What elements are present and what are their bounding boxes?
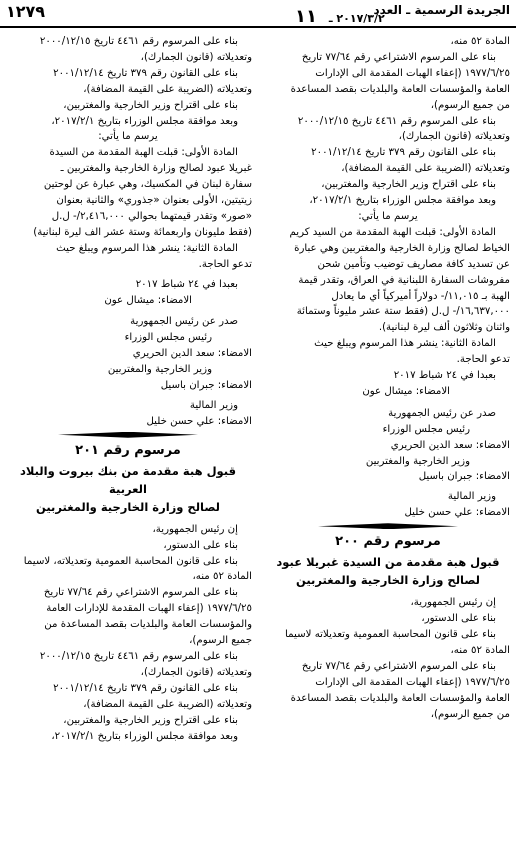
text-line: بناء على قانون المحاسبة العمومية وتعديلاته، لاسيما — [23, 555, 238, 567]
text-line: بناء على القانون رقم ٣٧٩ تاريخ ٢٠٠١/١٢/١٤ — [311, 147, 496, 159]
text-line: ١٩٧٧/٦/٢٥ (إعفاء الهبات المقدمة للإدارات العامة — [46, 603, 252, 615]
text-line: يرسم ما يأتي: — [98, 131, 158, 143]
text-line: المادة ٥٢ منه، — [192, 571, 252, 583]
issue-info — [287, 6, 385, 27]
text-line: المادة الأولى: قبلت الهبة المقدمة من السيد كريم — [289, 226, 496, 238]
text-line: «صور» وتقدر قيمتهما بحوالي ٢,٤١٦,٠٠٠/- ل.ل — [51, 210, 252, 222]
text-line: المادة الثانية: ينشر هذا المرسوم ويبلغ حيث — [314, 338, 496, 350]
text-line: وتعديلاته (الضريبة على القيمة المضافة)، — [83, 83, 252, 95]
text-line: الامضاء: علي حسن خليل — [404, 507, 510, 519]
text-line: الامضاء: سعد الدين الحريري — [390, 439, 510, 451]
text-line: ١٩٧٧/٦/٢٥ (إعفاء الهبات المقدمة الى الإدارات — [315, 676, 510, 688]
text-line: وزير الخارجية والمغتربين — [365, 455, 470, 467]
text-line: وتعديلاته (قانون الجمارك)، — [398, 131, 510, 143]
text-line: جميع الرسوم)، — [189, 635, 252, 647]
text-line: بناء على الدستور، — [163, 539, 238, 551]
text-line: العامة والمؤسسات العامة والبلديات بقصد المساعدة — [290, 692, 510, 704]
decree-title: لصالح وزارة الخارجية والمغتربين — [296, 573, 480, 588]
text-line: الامضاء: علي حسن خليل — [146, 415, 252, 427]
issue-date: ٢٠١٧/٣/٢ ـ — [328, 12, 385, 25]
text-line: وبعد موافقة مجلس الوزراء بتاريخ ٢٠١٧/٢/١، — [309, 195, 496, 207]
text-line: الامضاء: ميشال عون — [104, 294, 192, 306]
text-line: من جميع الرسوم)، — [430, 99, 510, 111]
text-line: وزير الخارجية والمغتربين — [107, 364, 212, 376]
text-line: الامضاء: جبران باسيل — [160, 380, 252, 392]
text-line: إن رئيس الجمهورية، — [410, 597, 496, 609]
text-line: بناء على المرسوم الاشتراعي رقم ٧٧/٦٤ تاريخ — [301, 660, 496, 672]
text-line: وبعد موافقة مجلس الوزراء بتاريخ ٢٠١٧/٢/١، — [51, 115, 238, 127]
page-header — [0, 0, 516, 28]
text-line: بعبدا في ٢٤ شباط ٢٠١٧ — [393, 370, 496, 382]
text-line: عن تسديد كافة مصاريف توضيب وتأمين شحن — [317, 258, 510, 270]
decree-title: لصالح وزارة الخارجية والمغتربين — [36, 499, 220, 514]
text-line: الامضاء: سعد الدين الحريري — [132, 348, 252, 360]
text-line: رئيس مجلس الوزراء — [124, 332, 212, 344]
decree-number: مرسوم رقم ٢٠٠ — [335, 534, 441, 550]
decree-title: قبول هبة مقدمة من السيدة غبريلا عبود — [276, 555, 500, 570]
text-line: من جميع الرسوم)، — [430, 708, 510, 720]
text-line: بناء على اقتراح وزير الخارجية والمغتربين، — [321, 179, 496, 191]
text-line: وزير المالية — [447, 491, 496, 503]
decree-number: مرسوم رقم ٢٠١ — [75, 442, 181, 458]
text-line: بناء على قانون المحاسبة العمومية وتعديلاته لاسيما — [285, 629, 496, 640]
text-line: صدر عن رئيس الجمهورية — [388, 407, 496, 419]
text-line: بناء على المرسوم رقم ٤٤٦١ تاريخ ٢٠٠٠/١٢/١٥ — [39, 651, 238, 662]
text-line: يرسم ما يأتي: — [358, 210, 418, 222]
text-line: بناء على اقتراح وزير الخارجية والمغتربين، — [63, 714, 238, 726]
text-line: الامضاء: ميشال عون — [362, 385, 450, 397]
text-line: رئيس مجلس الوزراء — [382, 423, 470, 435]
text-line: وتعديلاته (الضريبة على القيمة المضافة)، — [341, 163, 510, 175]
page-number: ١٢٧٩ — [6, 2, 46, 21]
text-line: وتعديلاته (الضريبة على القيمة المضافة)، — [83, 698, 252, 710]
text-line: العامة والمؤسسات العامة والبلديات بقصد المساعدة — [290, 83, 510, 95]
text-line: المادة ٥٢ منه، — [450, 36, 510, 47]
text-line: المادة ٥٢ منه، — [450, 644, 510, 656]
issue-number: ١١ — [295, 6, 317, 27]
text-line: بعبدا في ٢٤ شباط ٢٠١٧ — [135, 278, 238, 290]
text-line: مفروشات السفارة اللبنانية في العراق، وتقدر قيمة — [298, 274, 510, 286]
text-line: إن رئيس الجمهورية، — [152, 523, 238, 535]
text-line: الهبة بـ ١١,٠١٥/- دولاراً أميركياً أي ما يعادل — [331, 290, 510, 302]
text-line: بناء على المرسوم رقم ٤٤٦١ تاريخ ٢٠٠٠/١٢/١٥ — [297, 115, 496, 127]
journal-title — [374, 3, 510, 17]
text-line: صدر عن رئيس الجمهورية — [130, 316, 238, 328]
journal-name: الجريدة الرسمية ـ العدد — [373, 3, 510, 17]
text-line: بناء على القانون رقم ٣٧٩ تاريخ ٢٠٠١/١٢/١٤ — [53, 682, 238, 694]
text-line: بناء على القانون رقم ٣٧٩ تاريخ ٢٠٠١/١٢/١٤ — [53, 67, 238, 79]
text-line: ١٩٧٧/٦/٢٥ (إعفاء الهبات المقدمة الى الإدارات — [315, 67, 510, 79]
text-line: المادة الثانية: ينشر هذا المرسوم ويبلغ حيث — [56, 242, 238, 254]
text-line: واثنان وثلاثون ألف ليرة لبنانية). — [378, 322, 510, 334]
right-column — [266, 34, 510, 722]
separator-ornament — [4, 430, 252, 440]
text-line: ١٦,٦٣٧,٠٠٠/- ل.ل (فقط ستة عشر مليوناً وستمائة — [296, 306, 510, 318]
text-line: وبعد موافقة مجلس الوزراء بتاريخ ٢٠١٧/٢/١، — [51, 730, 238, 742]
text-line: تدعو الحاجة. — [198, 258, 252, 270]
text-line: بناء على الدستور، — [421, 613, 496, 625]
text-line: زيتيتين، الأولى بعنوان «جذوري» والثانية بعنوان — [56, 195, 252, 207]
text-line: (فقط مليونان واربعمائة وستة عشر الف ليرة لبنانية) — [33, 226, 252, 238]
text-line: وتعديلاته (قانون الجمارك)، — [140, 51, 252, 63]
text-line: الخياط لصالح وزارة الخارجية والمغتربين وهي عبارة — [294, 242, 510, 254]
decree-title: قبول هبة مقدمة من بنك بيروت والبلاد العربية — [19, 463, 236, 496]
text-line: وتعديلاته (قانون الجمارك)، — [140, 666, 252, 678]
text-line: بناء على المرسوم الاشتراعي رقم ٧٧/٦٤ تاريخ — [301, 51, 496, 63]
text-line: الامضاء: جبران باسيل — [418, 471, 510, 483]
text-line: تدعو الحاجة. — [456, 354, 510, 366]
text-line: سفارة لبنان في المكسيك، وهي عبارة عن لوحتين — [43, 179, 252, 191]
text-line: المادة الأولى: قبلت الهبة المقدمة من السيدة — [49, 147, 238, 159]
text-line: بناء على اقتراح وزير الخارجية والمغتربين، — [63, 99, 238, 111]
text-line: والمؤسسات العامة والبلديات بقصد المساعدة من — [44, 619, 252, 631]
text-line: غبريلا عبود لصالح وزارة الخارجية والمغتربين ـ — [60, 163, 252, 175]
text-line: بناء على المرسوم الاشتراعي رقم ٧٧/٦٤ تاريخ — [43, 587, 238, 599]
text-line: وزير المالية — [189, 399, 238, 411]
text-line: بناء على المرسوم رقم ٤٤٦١ تاريخ ٢٠٠٠/١٢/١٥ — [39, 36, 238, 47]
left-column — [4, 34, 252, 744]
separator-ornament — [266, 521, 510, 531]
